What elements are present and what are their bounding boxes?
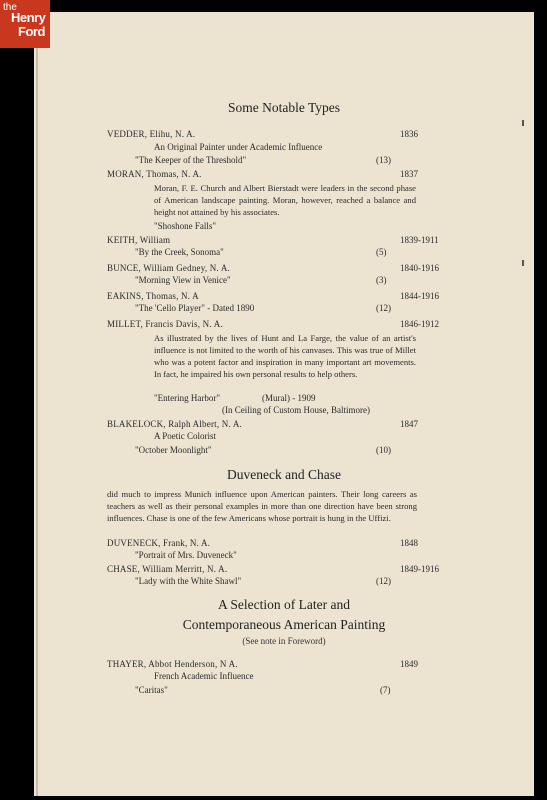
artist-name: THAYER, Abbot Henderson, N A. bbox=[107, 659, 238, 669]
artwork-title: "Caritas" bbox=[135, 685, 168, 695]
artwork-title: "By the Creek, Sonoma" bbox=[135, 247, 224, 257]
artist-years: 1844-1916 bbox=[400, 291, 439, 301]
artist-name: BLAKELOCK, Ralph Albert, N. A. bbox=[107, 419, 242, 429]
artwork-medium: (Mural) - 1909 bbox=[262, 393, 316, 403]
section-heading-later-2: Contemporaneous American Painting bbox=[182, 617, 386, 632]
artwork-title: "The Keeper of the Threshold" bbox=[135, 155, 247, 165]
artwork-number: (10) bbox=[376, 445, 391, 455]
artist-name: CHASE, William Merritt, N. A. bbox=[107, 564, 228, 574]
document-page bbox=[34, 12, 534, 796]
artwork-title: "Portrait of Mrs. Duveneck" bbox=[135, 550, 237, 560]
artist-name: EAKINS, Thomas, N. A bbox=[107, 291, 199, 301]
logo-text-ford: Ford bbox=[18, 24, 45, 39]
artist-description: French Academic Influence bbox=[154, 671, 254, 681]
artist-paragraph: Moran, F. E. Church and Albert Bierstadt were leaders in the second phase of American landscape painting. Moran, however, reached a balance and height not attained by his associates. bbox=[154, 183, 416, 217]
artwork-title: "October Moonlight" bbox=[135, 445, 212, 455]
artwork-number: (7) bbox=[380, 685, 391, 695]
artwork-title: "Lady with the White Shawl" bbox=[135, 576, 242, 586]
artwork-number: (13) bbox=[376, 155, 391, 165]
artist-name: BUNCE, William Gedney, N. A. bbox=[107, 263, 230, 273]
section-heading-notable-types: Some Notable Types bbox=[227, 100, 341, 115]
artist-years: 1847 bbox=[400, 419, 418, 429]
artwork-number: (12) bbox=[376, 576, 391, 586]
artist-name: VEDDER, Elihu, N. A. bbox=[107, 129, 196, 139]
artist-years: 1849 bbox=[400, 659, 418, 669]
henry-ford-logo bbox=[0, 0, 50, 48]
artist-years: 1836 bbox=[400, 129, 418, 139]
logo-text-henry: Henry bbox=[11, 10, 46, 25]
page-fold bbox=[36, 12, 38, 796]
artist-description: An Original Painter under Academic Influence bbox=[154, 142, 323, 152]
section-paragraph: did much to impress Munich influence upon American painters. Their long careers as teachers as well as their personal examples in more than one direction have been strong influences. Chase is one of the few Americans whose portrait is hung in the Uffizi. bbox=[107, 489, 417, 523]
artwork-title: "Entering Harbor" bbox=[154, 393, 221, 403]
artwork-title: "Morning View in Venice" bbox=[135, 275, 231, 285]
artwork-title: "Shoshone Falls" bbox=[154, 221, 217, 231]
artist-name: DUVENECK, Frank, N. A. bbox=[107, 538, 211, 548]
artist-paragraph: As illustrated by the lives of Hunt and La Farge, the value of an artist's influence is not limited to the worth of his canvases. This was true of Millet who was a potent factor and inspiration in many important art movements. In fact, he impaired his own personal results to help others. bbox=[154, 333, 416, 379]
artist-years: 1848 bbox=[400, 538, 418, 548]
artist-years: 1849-1916 bbox=[400, 564, 439, 574]
artist-name: MILLET, Francis Davis, N. A. bbox=[107, 319, 223, 329]
artist-name: MORAN, Thomas, N. A. bbox=[107, 169, 202, 179]
edge-mark bbox=[522, 120, 524, 126]
artwork-location: (In Ceiling of Custom House, Baltimore) bbox=[222, 405, 370, 415]
artist-years: 1837 bbox=[400, 169, 418, 179]
artwork-number: (12) bbox=[376, 303, 391, 313]
logo-text-the: the bbox=[3, 2, 17, 13]
section-note: (See note in Foreword) bbox=[242, 636, 326, 646]
artist-years: 1840-1916 bbox=[400, 263, 439, 273]
artist-years: 1839-1911 bbox=[400, 235, 439, 245]
section-heading-duveneck-chase: Duveneck and Chase bbox=[227, 467, 341, 482]
artist-years: 1846-1912 bbox=[400, 319, 439, 329]
artist-description: A Poetic Colorist bbox=[154, 431, 217, 441]
artwork-number: (5) bbox=[376, 247, 387, 257]
edge-mark bbox=[522, 260, 524, 266]
artist-name: KEITH, William bbox=[107, 235, 171, 245]
artwork-title: "The 'Cello Player" - Dated 1890 bbox=[135, 303, 255, 313]
artwork-number: (3) bbox=[376, 275, 387, 285]
section-heading-later-1: A Selection of Later and bbox=[218, 597, 350, 612]
